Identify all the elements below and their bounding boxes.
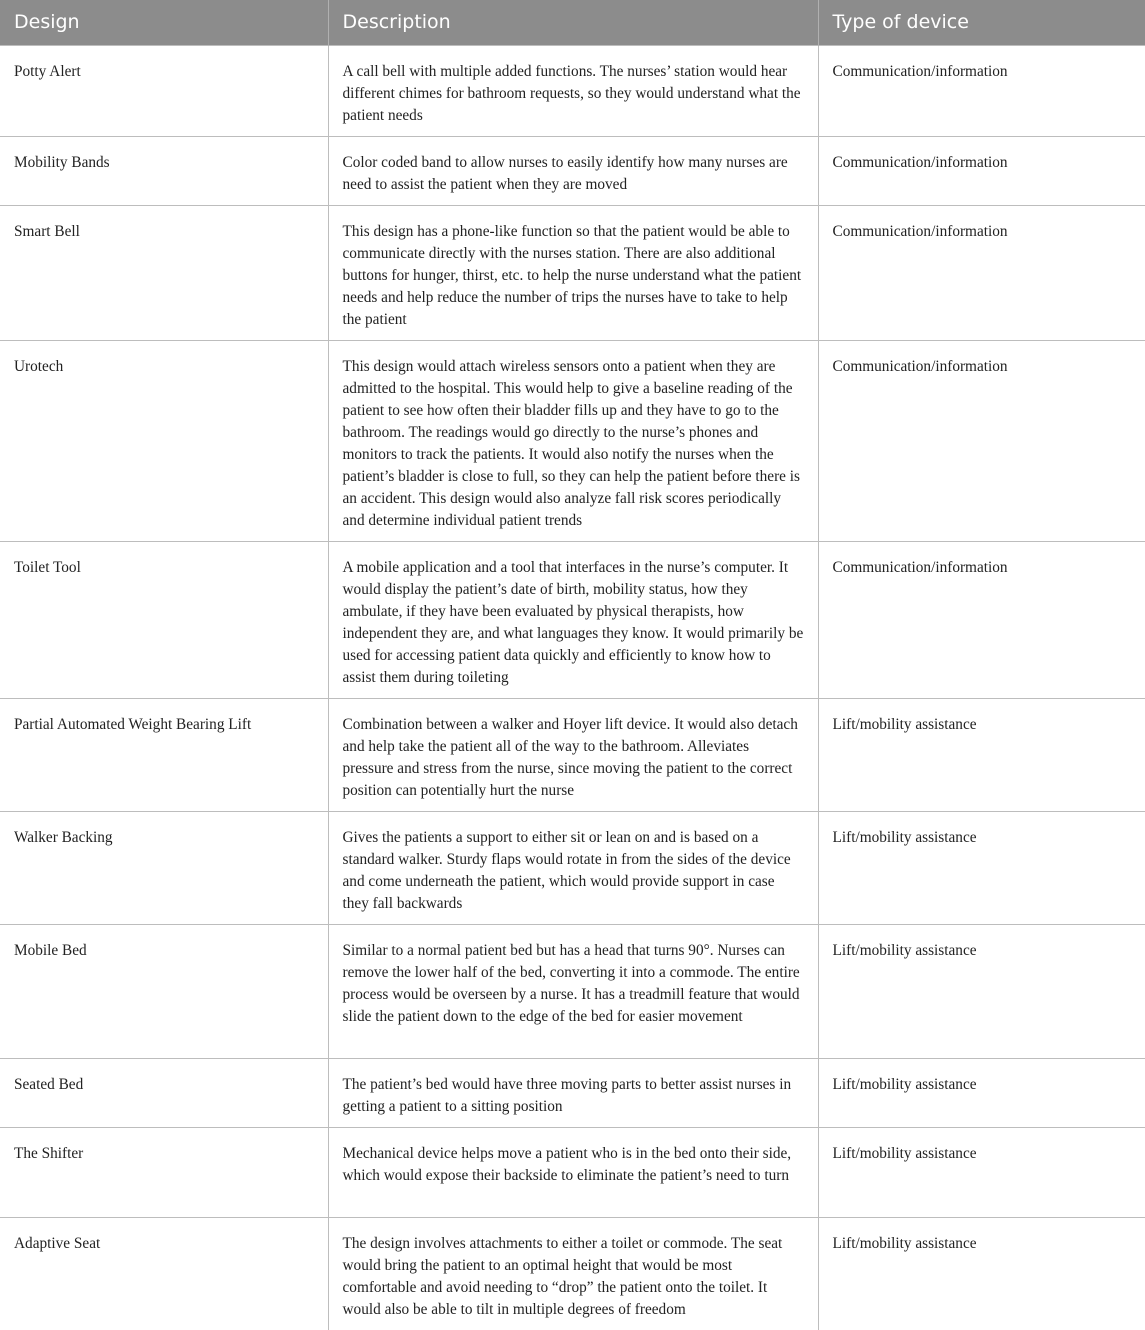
cell-design: Smart Bell (0, 205, 328, 340)
cell-type: Lift/mobility assistance (818, 698, 1145, 811)
cell-description: Combination between a walker and Hoyer lift device. It would also detach and help take the patient all of the way to the bathroom. Alleviates pressure and stress from the nurse, since moving the patient to the correct position can potentially hurt the nurse (328, 698, 818, 811)
table-row (0, 1217, 1145, 1330)
cell-description: The patient’s bed would have three moving parts to better assist nurses in getting a patient to a sitting position (328, 1058, 818, 1127)
header-row (0, 0, 1145, 45)
cell-description: This design would attach wireless sensors onto a patient when they are admitted to the hospital. This would help to give a baseline reading of the patient to see how often their bladder fills up and they have to go to the bathroom. The readings would go directly to the nurse’s phones and monitors to track the patients. It would also notify the nurses when the patient’s bladder is close to full, so they can help the patient before there is an accident. This design would also analyze fall risk scores periodically and determine individual patient trends (328, 340, 818, 541)
table-body (0, 45, 1145, 1330)
cell-type: Communication/information (818, 136, 1145, 205)
cell-description: This design has a phone-like function so that the patient would be able to communicate directly with the nurses station. There are also additional buttons for hunger, thirst, etc. to help the nurse understand what the patient needs and help reduce the number of trips the nurses have to take to help the patient (328, 205, 818, 340)
cell-type: Communication/information (818, 340, 1145, 541)
table-row (0, 205, 1145, 340)
cell-description: Similar to a normal patient bed but has a head that turns 90°. Nurses can remove the lower half of the bed, converting it into a commode. The entire process would be overseen by a nurse. It has a treadmill feature that would slide the patient down to the edge of the bed for easier movement (328, 924, 818, 1058)
cell-type: Lift/mobility assistance (818, 1058, 1145, 1127)
cell-design: Potty Alert (0, 45, 328, 136)
cell-design: Mobile Bed (0, 924, 328, 1058)
header-description: Description (328, 0, 818, 45)
cell-description: Color coded band to allow nurses to easily identify how many nurses are need to assist the patient when they are moved (328, 136, 818, 205)
table-row (0, 811, 1145, 924)
table-header (0, 0, 1145, 45)
table-row (0, 1127, 1145, 1217)
cell-description: Gives the patients a support to either sit or lean on and is based on a standard walker. Sturdy flaps would rotate in from the sides of the device and come underneath the patient, which would provide support in case they fall backwards (328, 811, 818, 924)
cell-type: Lift/mobility assistance (818, 811, 1145, 924)
cell-design: Seated Bed (0, 1058, 328, 1127)
header-type-of-device: Type of device (818, 0, 1145, 45)
table-row (0, 45, 1145, 136)
cell-type: Communication/information (818, 541, 1145, 698)
table-row (0, 698, 1145, 811)
cell-type: Lift/mobility assistance (818, 1217, 1145, 1330)
cell-type: Lift/mobility assistance (818, 924, 1145, 1058)
cell-design: Mobility Bands (0, 136, 328, 205)
table-row (0, 1058, 1145, 1127)
table-row (0, 541, 1145, 698)
cell-design: The Shifter (0, 1127, 328, 1217)
cell-description: The design involves attachments to either a toilet or commode. The seat would bring the patient to an optimal height that would be most comfortable and avoid needing to “drop” the patient onto the toilet. It would also be able to tilt in multiple degrees of freedom (328, 1217, 818, 1330)
cell-description: A mobile application and a tool that interfaces in the nurse’s computer. It would display the patient’s date of birth, mobility status, how they ambulate, if they have been evaluated by physical therapists, how independent they are, and what languages they know. It would primarily be used for accessing patient data quickly and efficiently to know how to assist them during toileting (328, 541, 818, 698)
cell-description: Mechanical device helps move a patient who is in the bed onto their side, which would expose their backside to eliminate the patient’s need to turn (328, 1127, 818, 1217)
cell-type: Lift/mobility assistance (818, 1127, 1145, 1217)
cell-type: Communication/information (818, 45, 1145, 136)
table-row (0, 136, 1145, 205)
table-row (0, 924, 1145, 1058)
cell-design: Walker Backing (0, 811, 328, 924)
header-design: Design (0, 0, 328, 45)
cell-design: Partial Automated Weight Bearing Lift (0, 698, 328, 811)
cell-design: Toilet Tool (0, 541, 328, 698)
cell-design: Urotech (0, 340, 328, 541)
cell-type: Communication/information (818, 205, 1145, 340)
cell-design: Adaptive Seat (0, 1217, 328, 1330)
cell-description: A call bell with multiple added functions. The nurses’ station would hear different chimes for bathroom requests, so they would understand what the patient needs (328, 45, 818, 136)
table-row (0, 340, 1145, 541)
